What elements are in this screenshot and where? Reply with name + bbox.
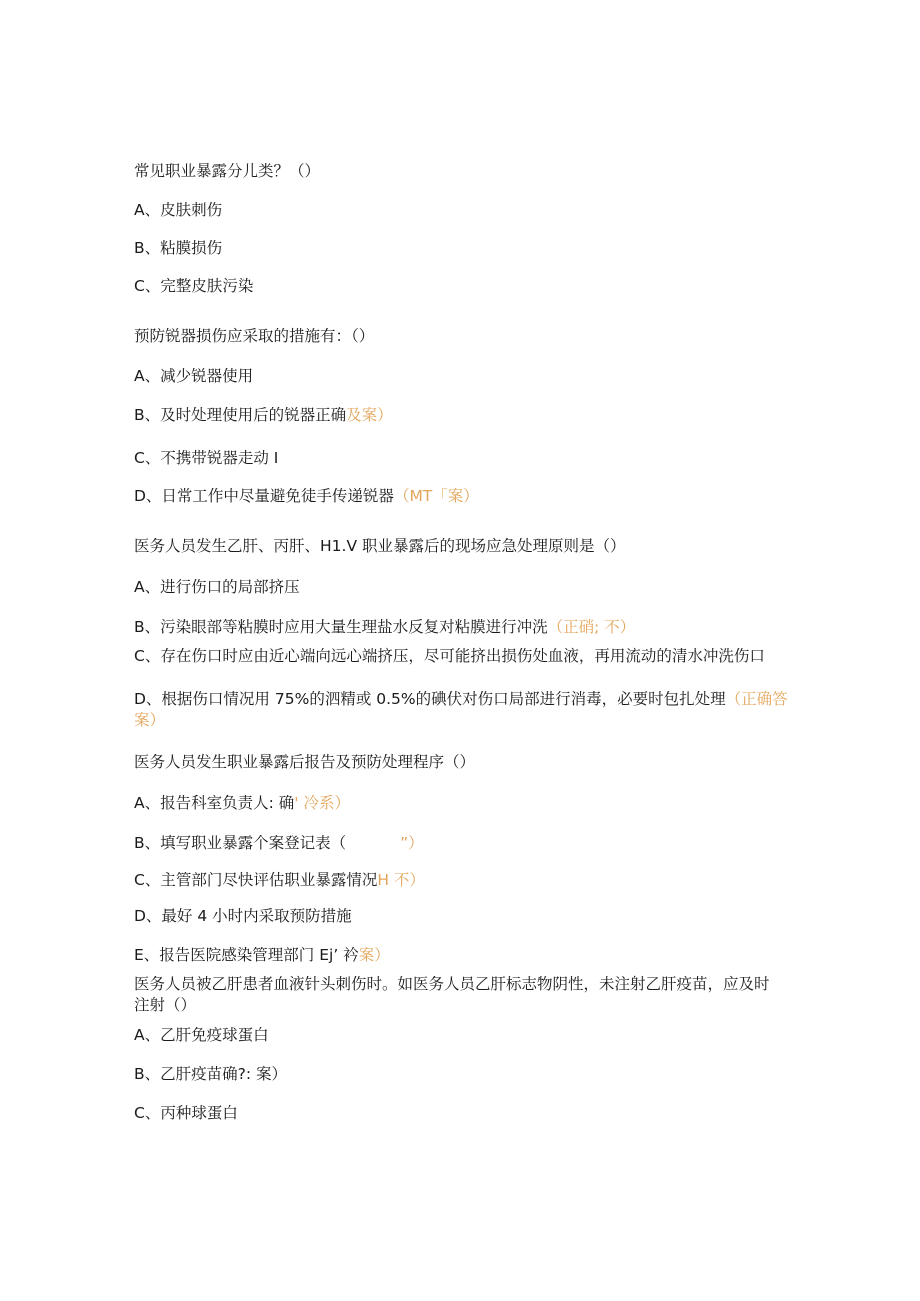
question-1-option-c: C、完整皮肤污染 <box>134 277 254 295</box>
answer-mark: 及案） <box>346 406 393 424</box>
question-2-option-c: C、不携带锐器走动 I <box>134 449 279 467</box>
answer-mark: （正硝; 不） <box>547 618 636 636</box>
question-3-option-d <box>134 689 794 731</box>
answer-mark: ”） <box>400 834 424 852</box>
option-text: D、根据伤口情况用 75%的泗精或 0.5%的碘伏对伤口局部进行消毒，必要时包扎处理 <box>134 690 726 708</box>
question-4-stem: 医务人员发生职业暴露后报告及预防处理程序（） <box>134 753 476 771</box>
answer-mark: 案） <box>358 946 390 964</box>
question-1-option-a: A、皮肤刺伤 <box>134 201 223 219</box>
answer-mark: （正确答案） <box>134 690 788 729</box>
question-3-option-c: C、存在伤口时应由近心端向远心端挤压，尽可能挤出损伤处血液，再用流动的清水冲洗伤口 <box>134 647 765 665</box>
question-4-option-a <box>134 793 794 814</box>
question-1-stem: 常见职业暴露分儿类？（） <box>134 162 321 180</box>
question-5-stem: 医务人员被乙肝患者血液针头刺伤时。如医务人员乙肝标志物阴性，未注射乙肝疫苗，应及时注射（） <box>134 975 770 1014</box>
question-2-stem: 预防锐器损伤应采取的措施有：（） <box>134 327 375 345</box>
question-5-option-b: B、乙肝疫苗确?: 案） <box>134 1065 288 1083</box>
question-5-option-a: A、乙肝免疫球蛋白 <box>134 1026 269 1044</box>
option-text: E、报告医院感染管理部门 Ej’ 衿 <box>134 946 359 964</box>
question-4-option-b <box>134 833 794 854</box>
question-2-option-a: A、减少锐器使用 <box>134 367 254 385</box>
question-5-option-c: C、丙种球蛋白 <box>134 1104 238 1122</box>
question-3-stem: 医务人员发生乙肝、丙肝、H1.V 职业暴露后的现场应急处理原则是（） <box>134 537 626 555</box>
answer-mark: （MT「案） <box>393 487 479 505</box>
question-4-option-c <box>134 870 794 891</box>
option-text: B、填写职业暴露个案登记表（ <box>134 834 347 852</box>
answer-mark: ' 冷系） <box>294 794 350 812</box>
question-3-option-a: A、进行伤口的局部挤压 <box>134 578 300 596</box>
option-text: A、报告科室负责人: 确 <box>134 794 295 812</box>
option-text: B、污染眼部等粘膜时应用大量生理盐水反复对粘膜进行冲洗 <box>134 618 548 636</box>
question-4-option-e <box>134 945 794 966</box>
option-text: C、主管部门尽快评估职业暴露情况 <box>134 871 378 889</box>
answer-mark: H 不） <box>377 871 425 889</box>
option-text: B、及时处理使用后的锐器正确 <box>134 406 347 424</box>
option-text: D、日常工作中尽量避免徒手传递锐器 <box>134 487 394 505</box>
question-1-option-b: B、粘膜损伤 <box>134 239 223 257</box>
question-4-option-d: D、最好 4 小时内采取预防措施 <box>134 907 352 925</box>
question-2-option-d <box>134 486 794 507</box>
question-3-option-b <box>134 617 794 638</box>
question-2-option-b <box>134 405 794 426</box>
